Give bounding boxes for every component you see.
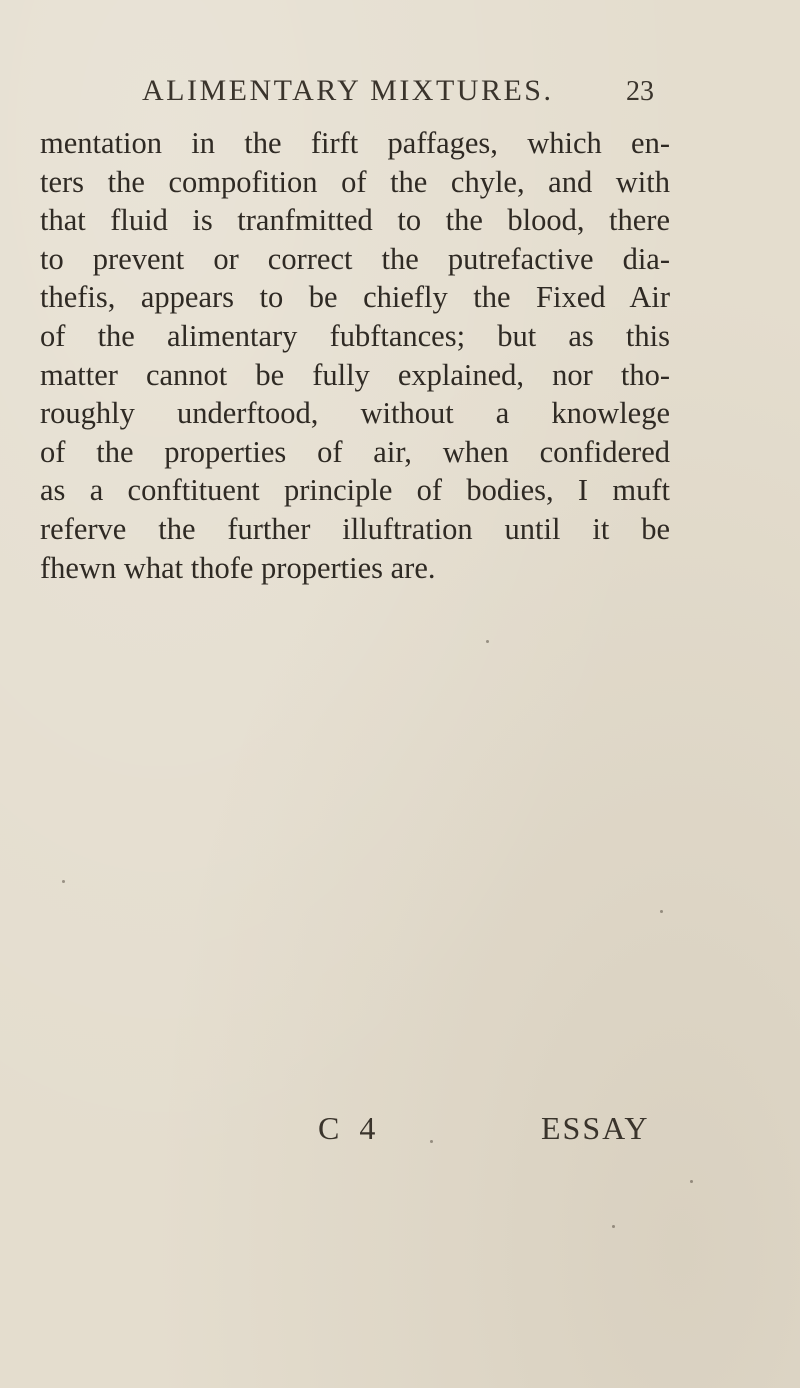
- page-number: 23: [626, 76, 654, 107]
- text-line-1: mentation in the firft paffages, which en-: [40, 126, 670, 160]
- text-line-3: that fluid is tranfmitted to the blood, there: [40, 203, 670, 238]
- text-line-8: roughly underftood, without a knowlege: [40, 396, 670, 431]
- paper-speck: [62, 880, 65, 883]
- running-head: [142, 74, 662, 114]
- text-line-11: referve the further illuftration until it be: [40, 511, 670, 546]
- text-line-5: thefis, appears to be chiefly the Fixed Air: [40, 280, 670, 315]
- catchword: ESSAY: [541, 1110, 650, 1146]
- body-text: [40, 124, 670, 587]
- text-line-9: of the properties of air, when confidered: [40, 434, 670, 469]
- running-title: ALIMENTARY MIXTURES.: [142, 74, 554, 107]
- page-footer: [0, 1110, 800, 1154]
- text-line-4: to prevent or correct the putrefactive dia-: [40, 241, 670, 276]
- text-line-7: matter cannot be fully explained, nor tho-: [40, 357, 670, 392]
- paper-speck: [430, 1140, 433, 1143]
- signature-mark: C 4: [318, 1110, 382, 1146]
- paper-speck: [660, 910, 663, 913]
- paper-speck: [612, 1225, 615, 1228]
- text-line-2: ters the compofition of the chyle, and with: [40, 164, 670, 199]
- paper-speck: [690, 1180, 693, 1183]
- paper-speck: [486, 640, 489, 643]
- text-line-6: of the alimentary fubftances; but as this: [40, 318, 670, 353]
- text-line-10: as a conftituent principle of bodies, I muft: [40, 473, 670, 508]
- text-line-12: fhewn what thofe properties are.: [40, 550, 436, 585]
